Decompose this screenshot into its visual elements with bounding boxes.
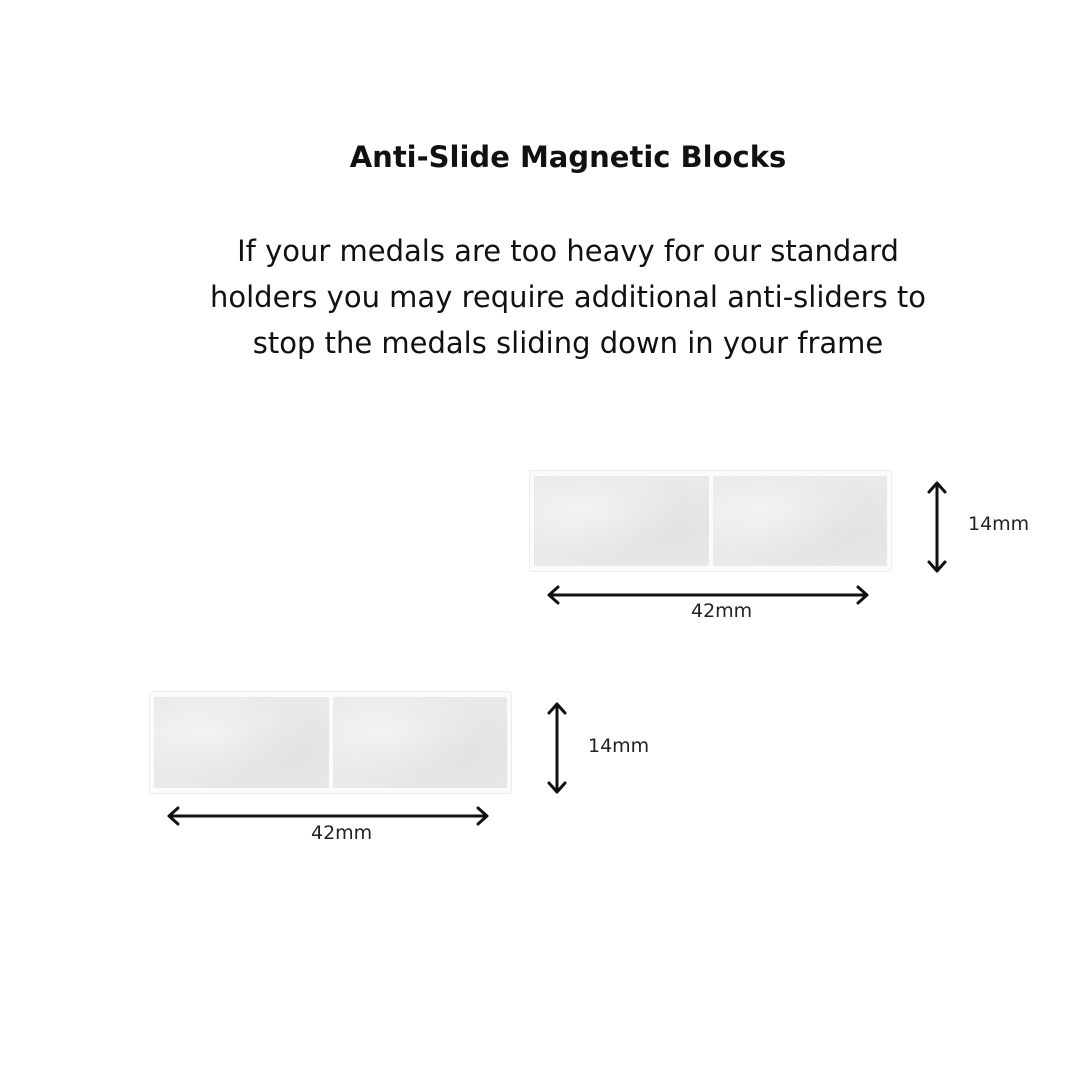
- height-arrow-upper: [920, 480, 954, 574]
- height-label-lower: 14mm: [588, 735, 650, 757]
- magnetic-block-pair-upper: [530, 471, 891, 571]
- height-label-upper: 14mm: [968, 513, 1030, 535]
- magnetic-block-right: [333, 697, 508, 788]
- width-label-upper: 42mm: [691, 600, 753, 622]
- description-text: If your medals are too heavy for our standard holders you may require additional anti-sliders to stop the medals sliding down in your frame: [209, 234, 927, 360]
- height-arrow-lower: [540, 701, 574, 795]
- page-title: Anti-Slide Magnetic Blocks: [349, 140, 787, 174]
- magnetic-block-left: [154, 697, 329, 788]
- magnetic-block-right: [713, 476, 888, 566]
- width-label-lower: 42mm: [311, 822, 373, 844]
- magnetic-block-pair-lower: [150, 692, 511, 793]
- magnetic-block-left: [534, 476, 709, 566]
